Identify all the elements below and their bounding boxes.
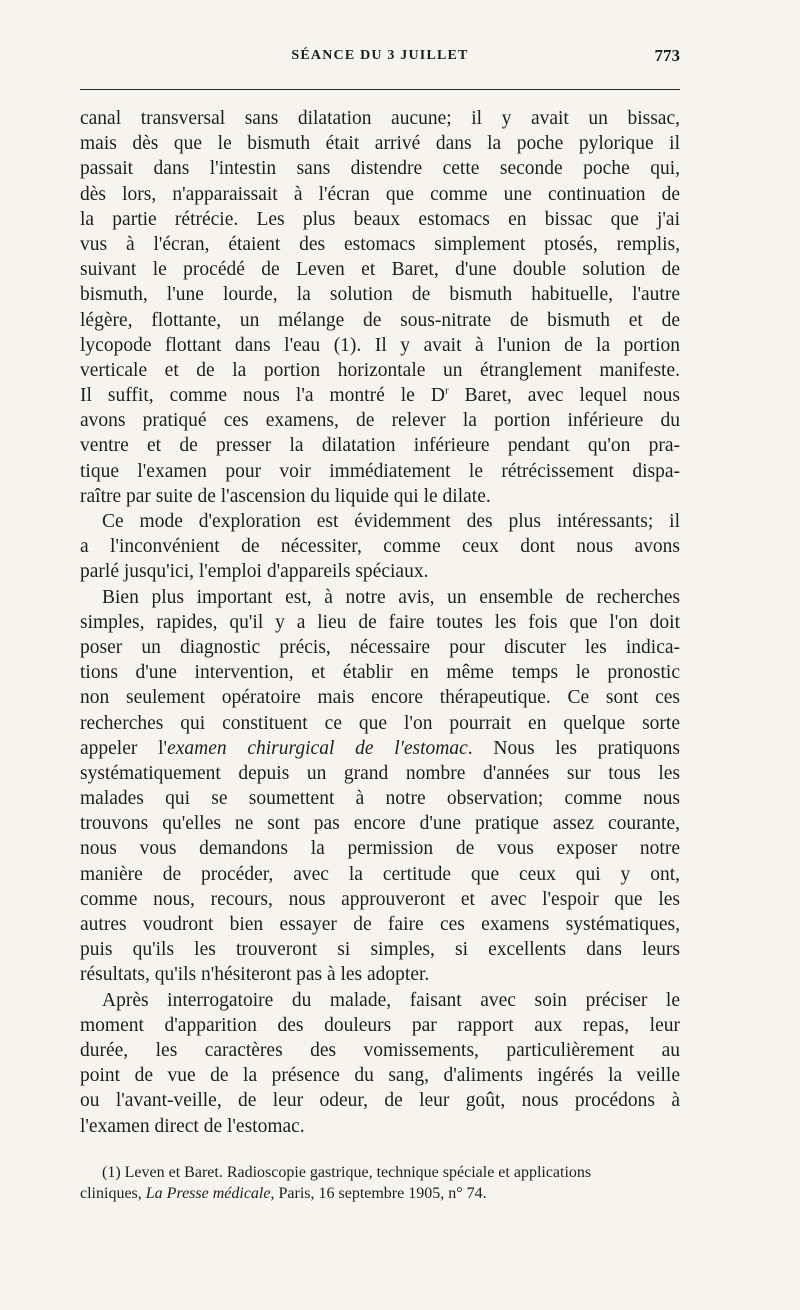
text-segment: Baret, avec lequel nous [448, 385, 680, 407]
header-rule [80, 89, 680, 90]
text-line: systématiquement depuis un grand nombre d'années sur tous les [80, 762, 680, 784]
text-line: comme nous, recours, nous approuveront et avec l'espoir que les [80, 888, 680, 910]
text-line: parlé jusqu'ici, l'emploi d'appareils spéciaux. [80, 561, 429, 583]
text-segment: . Nous les pratiquons [467, 737, 681, 759]
text-line: verticale et de la portion horizontale un étranglement manifeste. [80, 359, 680, 381]
text-line: ventre et de presser la dilatation inférieure pendant qu'on pra- [80, 435, 680, 457]
text-line: mais dès que le bismuth était arrivé dans la poche pylorique il [80, 133, 680, 155]
text-line: Ce mode d'exploration est évidemment des plus intéressants; il [102, 511, 680, 532]
text-line: manière de procéder, avec la certitude que ceux qui y ont, [80, 863, 680, 885]
text-line: trouvons qu'elles ne sont pas encore d'une pratique assez courante, [80, 813, 680, 835]
text-line: résultats, qu'ils n'hésiteront pas à les adopter. [80, 964, 430, 986]
text-line: la partie rétrécie. Les plus beaux estomacs en bissac que j'ai [80, 208, 680, 230]
text-line: vus à l'écran, étaient des estomacs simplement ptosés, remplis, [80, 233, 680, 255]
text-line: suivant le procédé de Leven et Baret, d'une double solution de [80, 259, 680, 281]
page-number: 773 [654, 46, 680, 65]
italic-term: examen chirurgical de l'estomac [167, 737, 468, 759]
footnote [80, 1162, 680, 1204]
text-line: passait dans l'intestin sans distendre cette seconde poche qui, [80, 158, 680, 180]
text-line: Bien plus important est, à notre avis, un ensemble de recherches [102, 586, 680, 608]
text-line [80, 383, 680, 408]
text-line: lycopode flottant dans l'eau (1). Il y avait à l'union de la portion [80, 334, 680, 356]
text-line: non seulement opératoire mais encore thérapeutique. Ce sont ces [80, 687, 680, 709]
text-line: recherches qui constituent ce que l'on pourrait en quelque sorte [80, 712, 680, 734]
text-line: nous vous demandons la permission de vous exposer notre [80, 838, 680, 860]
text-segment: , Paris, 16 septembre 1905, n° 74. [270, 1185, 487, 1202]
text-line: simples, rapides, qu'il y a lieu de faire toutes les fois que l'on doit [80, 611, 680, 633]
text-line: bismuth, l'une lourde, la solution de bismuth habituelle, l'autre [80, 284, 680, 306]
running-title: SÉANCE DU 3 JUILLET [291, 48, 469, 63]
text-line: ou l'avant-veille, de leur odeur, de leur goût, nous procédons à [80, 1090, 680, 1112]
text-line: tique l'examen pour voir immédiatement le rétrécissement dispa- [80, 460, 680, 482]
text-line: moment d'apparition des douleurs par rapport aux repas, leur [80, 1014, 680, 1036]
text-line: avons pratiqué ces examens, de relever la portion inférieure du [80, 410, 680, 432]
text-segment: cliniques, [80, 1185, 146, 1202]
text-line: point de vue de la présence du sang, d'aliments ingérés la veille [80, 1065, 680, 1087]
text-line: Après interrogatoire du malade, faisant avec soin préciser le [102, 989, 680, 1011]
journal-title: La Presse médicale [145, 1185, 271, 1202]
superscript: r [444, 384, 449, 397]
text-line: durée, les caractères des vomissements, particulièrement au [80, 1039, 680, 1061]
text-line: dès lors, n'apparaissait à l'écran que comme une continuation de [80, 183, 680, 205]
text-line: légère, flottante, un mélange de sous-nitrate de bismuth et de [80, 309, 680, 331]
body-text [80, 106, 680, 1139]
text-line: tions d'une intervention, et établir en même temps le pronostic [80, 662, 680, 684]
text-line: puis qu'ils les trouveront si simples, si excellents dans leurs [80, 939, 680, 961]
footnote-line: (1) Leven et Baret. Radioscopie gastrique, technique spéciale et applications [102, 1164, 592, 1181]
running-header [80, 48, 680, 74]
text-line: raître par suite de l'ascension du liquide qui le dilate. [80, 485, 491, 507]
footnote-line [80, 1183, 680, 1204]
text-line: a l'inconvénient de nécessiter, comme ceux dont nous avons [80, 536, 680, 558]
text-line: autres voudront bien essayer de faire ces examens systématiques, [80, 914, 680, 935]
text-line: canal transversal sans dilatation aucune; il y avait un bissac, [80, 108, 680, 129]
text-segment: appeler l' [80, 737, 168, 759]
text-line: l'examen direct de l'estomac. [80, 1115, 305, 1137]
text-segment: Il suffit, comme nous l'a montré le D [80, 385, 445, 407]
text-line: poser un diagnostic précis, nécessaire pour discuter les indica- [80, 636, 680, 658]
text-line: malades qui se soumettent à notre observation; comme nous [80, 788, 680, 810]
text-line [80, 736, 680, 761]
